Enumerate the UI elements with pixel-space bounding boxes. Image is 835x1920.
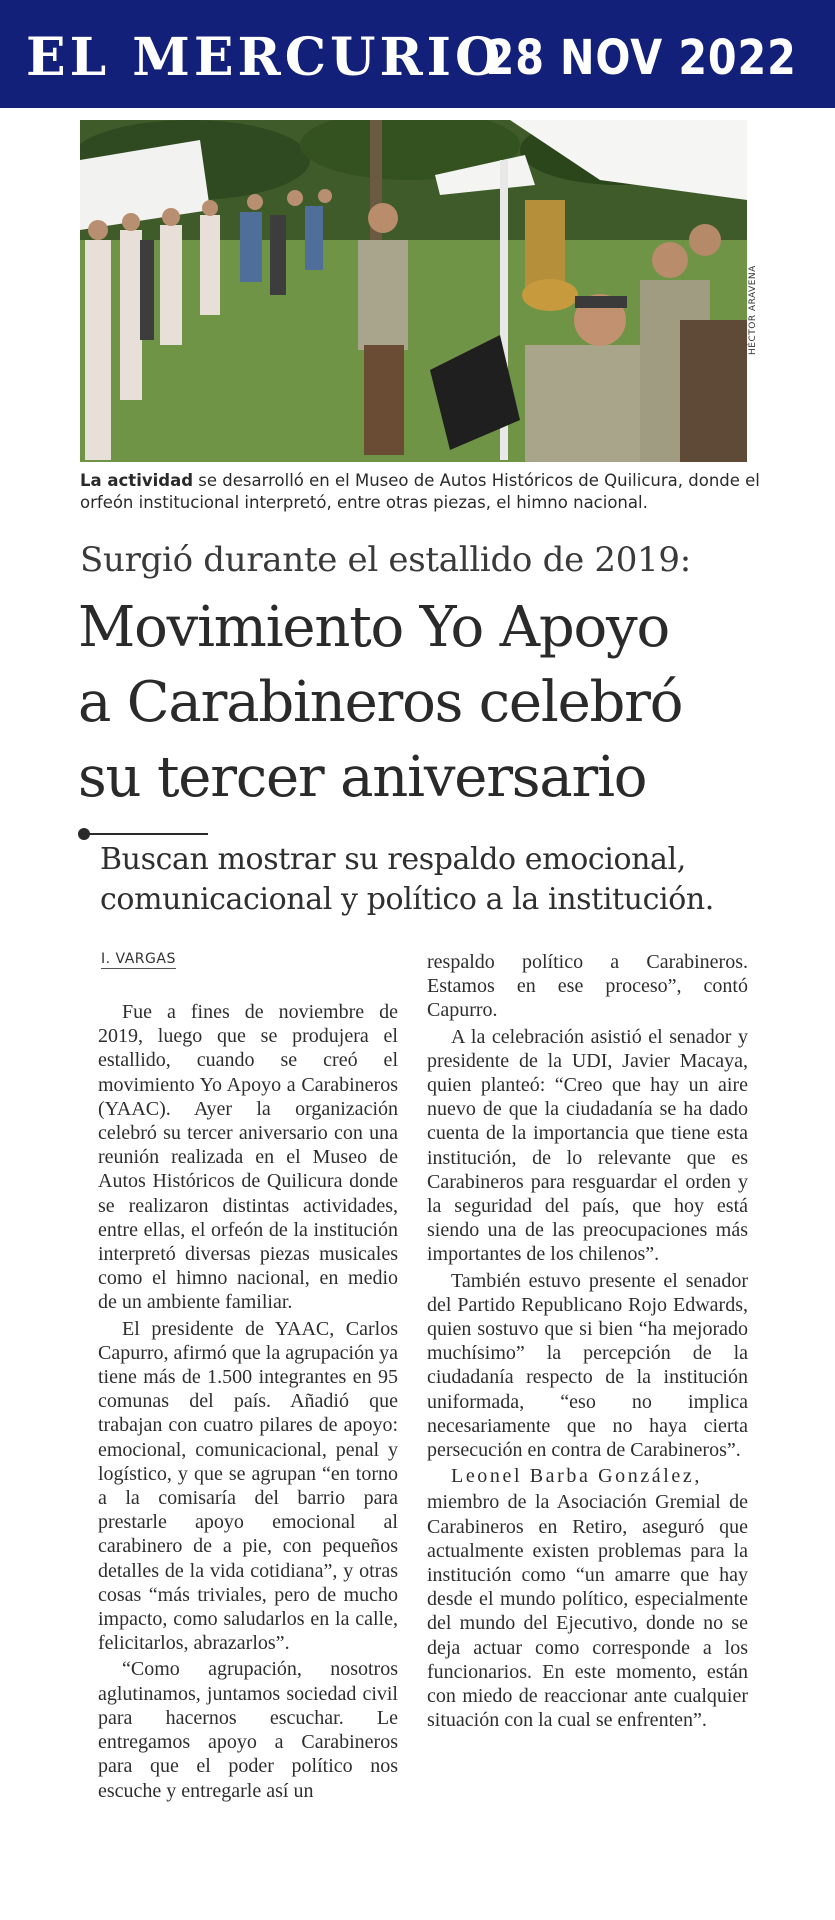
body-paragraph: También estuvo presente el senador del Partido Republicano Rojo Edwards, quien sostuvo que si bien “ha mejorado muchísimo” la percepción de la ciudadanía respecto de la institución uniformada, “eso no implica necesariamente que no haya cierta persecución en contra de Carabineros”.: [427, 1269, 748, 1462]
body-paragraph: respaldo político a Carabineros. Estamos en ese proceso”, contó Capurro.: [427, 951, 748, 1022]
headline-line: su tercer aniversario: [78, 745, 647, 810]
masthead: [0, 0, 835, 108]
kicker: Surgió durante el estallido de 2019:: [80, 540, 691, 580]
publication-date: 28 NOV 2022: [485, 30, 797, 86]
bullet-divider: [78, 828, 208, 840]
article-photo: [80, 120, 747, 462]
divider-line: [84, 833, 208, 835]
photo-illustration: [80, 120, 747, 462]
body-column-right: [427, 950, 748, 1733]
deck: [100, 840, 770, 920]
body-paragraph: miembro de la Asociación Gremial de Carabineros en Retiro, aseguró que actualmente existen problemas para la institución como “un amarre que hay desde el mundo político, especialmente del mundo del Ejecutivo, donde no se deja actuar como corresponde a los funcionarios. En este momento, están con miedo de reaccionar ante cualquier situación con la cual se enfrenten”.: [427, 1491, 748, 1732]
photo-caption: [80, 470, 760, 514]
caption-text: se desarrolló en el Museo de Autos Históricos de Quilicura, donde el orfeón institucional interpretó, entre otras piezas, el himno nacional.: [80, 471, 760, 512]
body-paragraph: El presidente de YAAC, Carlos Capurro, afirmó que la agrupación ya tiene más de 1.500 integrantes en 95 comunas del país. Añadió que trabajan con cuatro pilares de apoyo: emocional, comunicacional, penal y logístico, y que se agrupan “en torno a la comisaría del barrio para prestarle apoyo emocional al carabinero de a pie, con pequeños detalles de la vida cotidiana”, y otras cosas “más triviales, pero de mucho impacto, como saludarlos en la calle, felicitarlos, abrazarlos”.: [98, 1317, 398, 1655]
body-paragraph: “Como agrupación, nosotros aglutinamos, juntamos sociedad civil para hacernos escuchar. Le entregamos apoyo a Carabineros para que el poder político nos escuche y entregarle así un: [98, 1658, 398, 1802]
headline-line: Movimiento Yo Apoyo: [78, 595, 670, 660]
body-paragraph-lead: Leonel Barba González,: [451, 1465, 702, 1488]
bullet-dot: [78, 828, 90, 840]
deck-line: comunicacional y político a la institución.: [100, 882, 714, 917]
deck-line: Buscan mostrar su respaldo emocional,: [100, 842, 686, 877]
byline: I. VARGAS: [101, 951, 176, 967]
body-column-left: [98, 1000, 398, 1803]
newspaper-name: EL MERCURIO: [26, 27, 505, 88]
caption-lead: La actividad: [80, 471, 194, 490]
headline: [78, 590, 778, 815]
body-paragraph: Fue a fines de noviembre de 2019, luego que se produjera el estallido, cuando se creó el movimiento Yo Apoyo a Carabineros (YAAC). Ayer la organización celebró su tercer aniversario con una reunión realizada en el Museo de Autos Históricos de Quilicura donde se realizaron distintas actividades, entre ellas, el orfeón de la institución interpretó diversas piezas musicales como el himno nacional, en medio de un ambiente familiar.: [98, 1001, 398, 1314]
photo-credit: HÉCTOR ARAVENA: [748, 265, 758, 355]
body-paragraph: A la celebración asistió el senador y presidente de la UDI, Javier Macaya, quien planteó: “Creo que hay un aire nuevo de que la ciudadanía se ha dado cuenta de la importancia que tiene esta institución, de lo relevante que es Carabineros para resguardar el orden y la seguridad del país, que hoy está siendo una de las preocupaciones más importantes de los chilenos”.: [427, 1025, 748, 1266]
headline-line: a Carabineros celebró: [78, 670, 683, 735]
